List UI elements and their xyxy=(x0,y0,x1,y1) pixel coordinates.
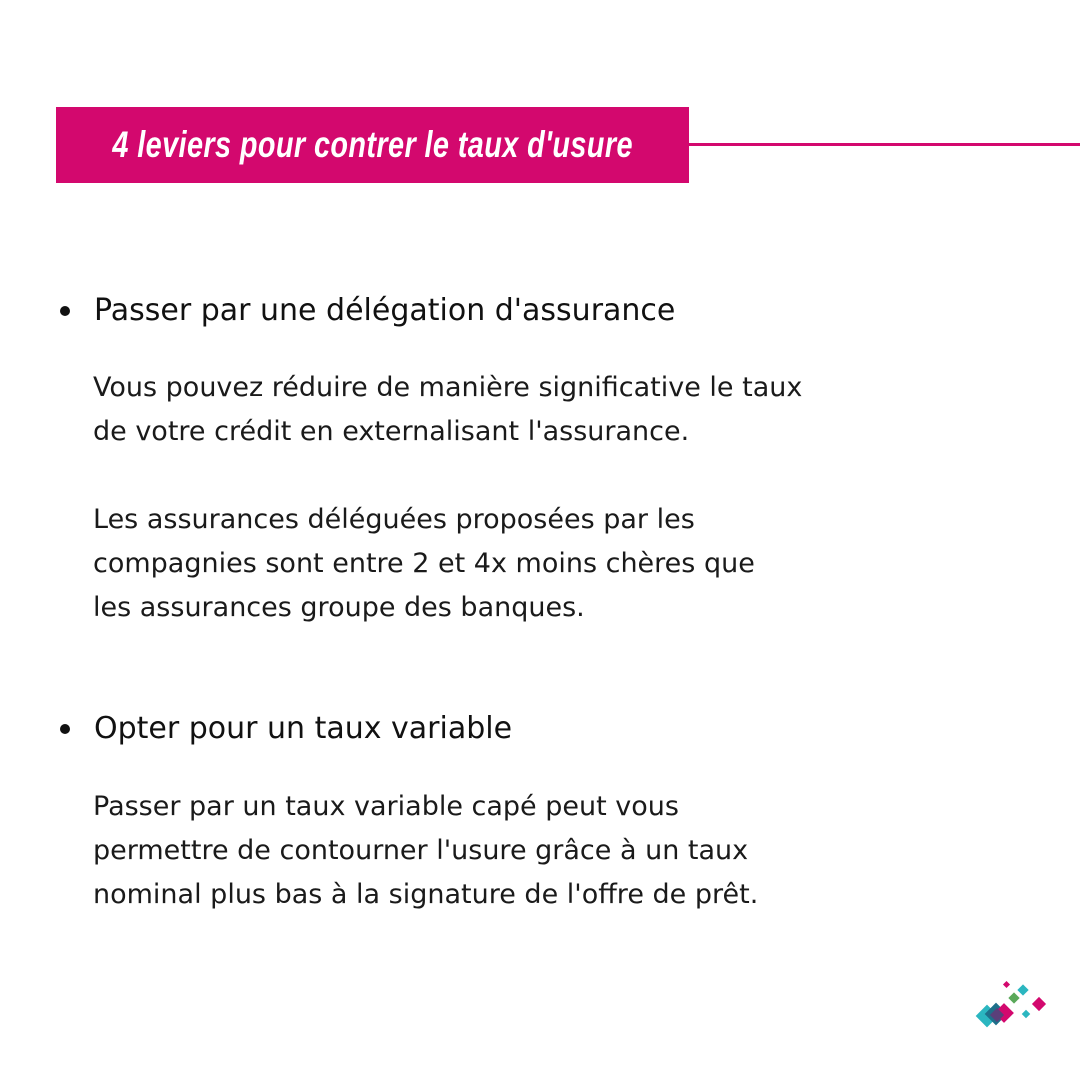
section-title: Passer par une délégation d'assurance xyxy=(94,293,676,328)
brand-logo-icon xyxy=(968,980,1052,1036)
title-banner xyxy=(56,107,689,183)
title-divider-line xyxy=(689,143,1080,146)
paragraph-line: permettre de contourner l'usure grâce à un taux xyxy=(93,835,749,866)
paragraph-line: Passer par un taux variable capé peut vous xyxy=(93,791,679,822)
section-title: Opter pour un taux variable xyxy=(94,711,513,746)
paragraph-variable-rate xyxy=(93,785,758,917)
section-heading-variable-rate xyxy=(60,711,512,746)
bullet-icon xyxy=(60,306,70,316)
section-heading-delegation xyxy=(60,293,675,328)
paragraph-delegation-1 xyxy=(93,366,802,454)
paragraph-line: nominal plus bas à la signature de l'offre de prêt. xyxy=(93,879,759,910)
paragraph-line: compagnies sont entre 2 et 4x moins chères que xyxy=(93,548,755,579)
paragraph-line: Vous pouvez réduire de manière significative le taux xyxy=(93,372,803,403)
bullet-icon xyxy=(60,724,70,734)
paragraph-line: de votre crédit en externalisant l'assurance. xyxy=(93,416,690,447)
paragraph-delegation-2 xyxy=(93,498,755,630)
paragraph-line: Les assurances déléguées proposées par les xyxy=(93,504,695,535)
paragraph-line: les assurances groupe des banques. xyxy=(93,592,585,623)
page-title: 4 leviers pour contrer le taux d'usure xyxy=(112,124,633,165)
